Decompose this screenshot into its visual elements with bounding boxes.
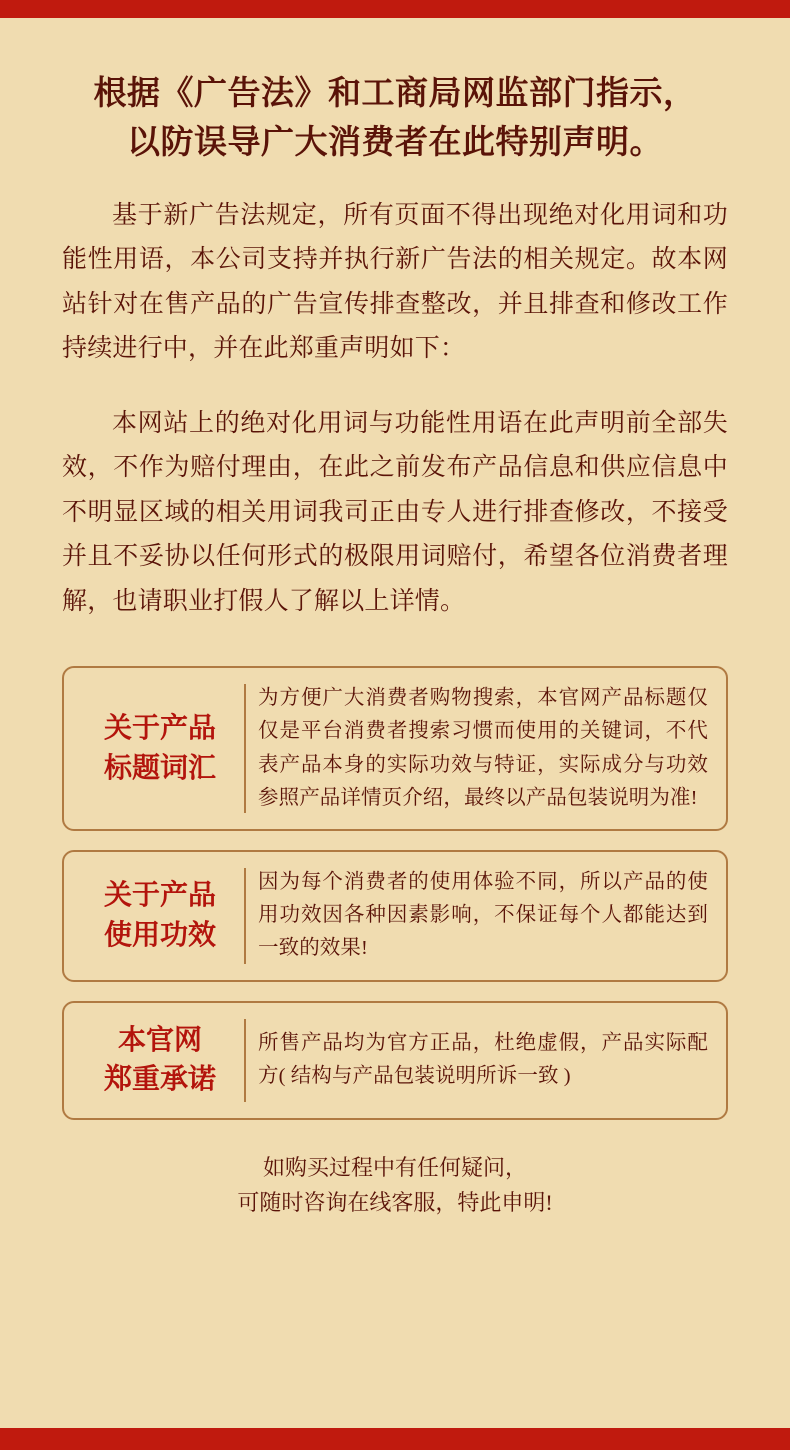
card-title-line-2: 标题词汇 [103,752,216,784]
card-body: 为方便广大消费者购物搜索，本官网产品标题仅仅是平台消费者搜索习惯而使用的关键词，不代表产品本身的实际功效与特证，实际成分与功效参照产品详情页介绍，最终以产品包装说明为准! [258,687,708,809]
statement-card-list [62,666,728,1120]
card-title-line-1: 关于产品 [103,880,216,912]
card-title-line-2: 郑重承诺 [103,1064,216,1096]
card-body: 因为每个消费者的使用体验不同，所以产品的使用功效因各种因素影响，不保证每个人都能达到一致的效果! [258,870,708,960]
card-title [76,866,244,966]
top-decorative-bar [0,0,790,18]
footer-note [62,1150,728,1220]
statement-card [62,666,728,831]
card-divider [244,1019,246,1103]
card-title [76,682,244,815]
statement-card [62,850,728,982]
card-title-line-2: 使用功效 [103,919,216,951]
headline-line-1: 根据《广告法》和工商局网监部门指示， [93,76,697,112]
statement-paragraph-1: 基于新广告法规定，所有页面不得出现绝对化用词和功能性用语，本公司支持并执行新广告法的相关规定。故本网站针对在售产品的广告宣传排查整改，并且排查和修改工作持续进行中，并在此郑重声明如下： [62,201,728,363]
statement-paragraph-2: 本网站上的绝对化用词与功能性用语在此声明前全部失效，不作为赔付理由，在此之前发布产品信息和供应信息中不明显区域的相关用词我司正由专人进行排查修改，不接受并且不妥协以任何形式的极限用词赔付，希望各位消费者理解，也请职业打假人了解以上详情。 [62,409,728,615]
statement-card [62,1001,728,1121]
headline-line-2: 以防误导广大消费者在此特别声明。 [127,124,663,161]
card-title [76,1017,244,1105]
footer-line-2: 可随时咨询在线客服，特此申明! [237,1190,553,1216]
card-title-line-1: 本官网 [117,1024,202,1056]
page-title [62,70,728,168]
statement-content [0,18,790,1428]
card-divider [244,684,246,813]
card-title-line-1: 关于产品 [103,712,216,744]
footer-line-1: 如购买过程中有任何疑问， [262,1155,527,1181]
card-body: 所售产品均为官方正品，杜绝虚假，产品实际配方( 结构与产品包装说明所诉一致 ) [258,1032,708,1088]
bottom-decorative-bar [0,1428,790,1450]
card-divider [244,868,246,964]
